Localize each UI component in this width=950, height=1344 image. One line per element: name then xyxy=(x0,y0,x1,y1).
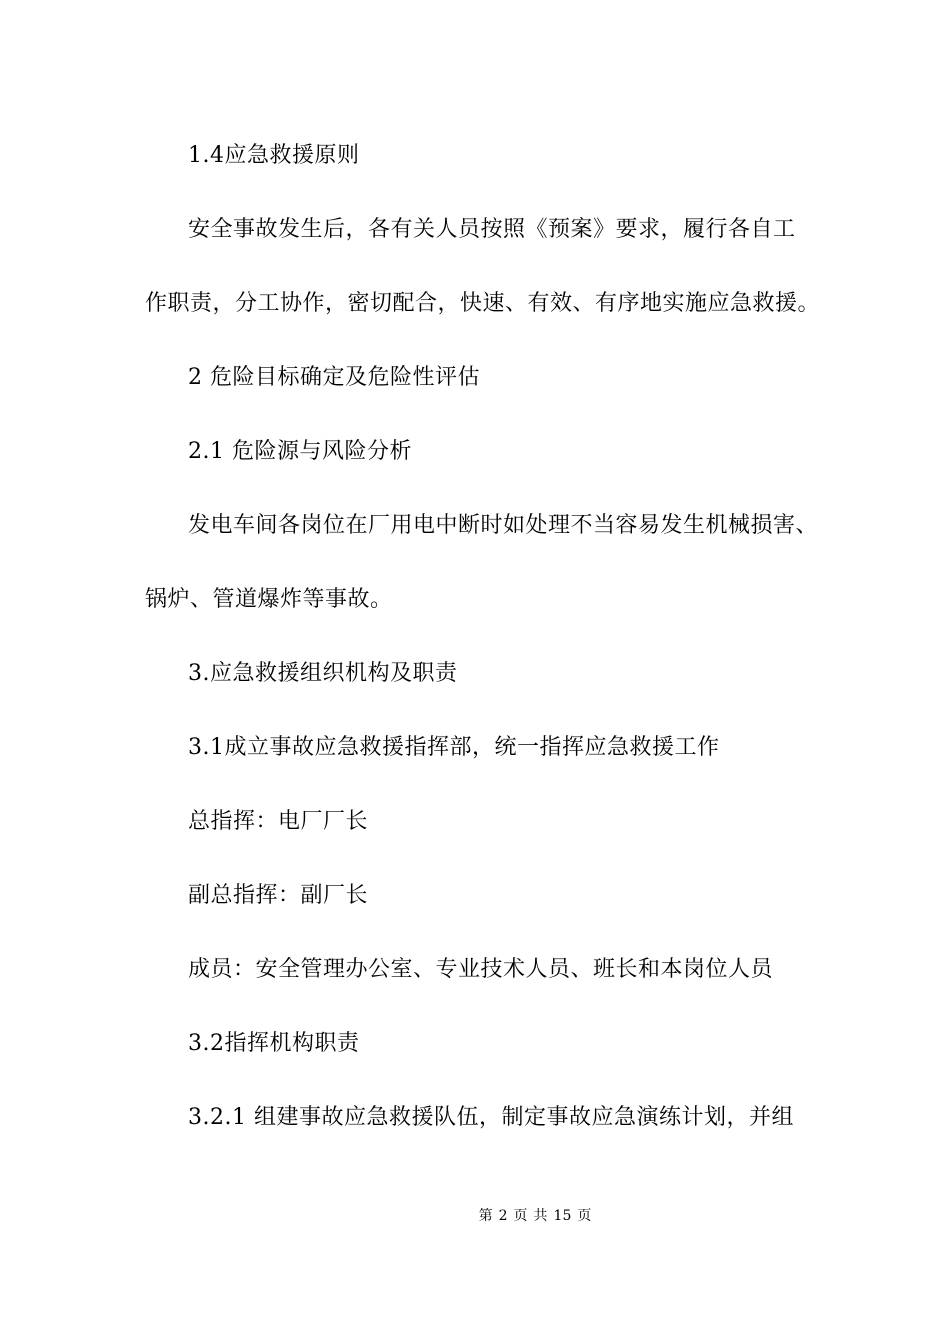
footer-total-pages: 15 xyxy=(553,1208,572,1224)
paragraph-line: 作职责，分工协作，密切配合，快速、有效、有序地实施应急救援。 xyxy=(145,291,821,316)
section-heading: 1.4应急救援原则 xyxy=(188,143,360,168)
page-footer xyxy=(0,1206,950,1226)
paragraph-line: 3.2.1 组建事故应急救援队伍，制定事故应急演练计划，并组 xyxy=(188,1105,794,1130)
paragraph-line: 锅炉、管道爆炸等事故。 xyxy=(145,587,393,612)
section-heading: 3.应急救援组织机构及职责 xyxy=(188,661,458,686)
section-heading: 2 危险目标确定及危险性评估 xyxy=(188,365,480,390)
section-heading: 2.1 危险源与风险分析 xyxy=(188,439,412,464)
footer-prefix: 第 xyxy=(478,1208,493,1224)
paragraph-line: 副总指挥：副厂长 xyxy=(188,883,369,908)
footer-page-word: 页 xyxy=(513,1208,528,1224)
paragraph-line: 成员：安全管理办公室、专业技术人员、班长和本岗位人员 xyxy=(188,957,774,982)
paragraph-line: 安全事故发生后，各有关人员按照《预案》要求，履行各自工 xyxy=(188,217,796,242)
section-heading: 3.2指挥机构职责 xyxy=(188,1031,360,1056)
section-heading: 3.1成立事故应急救援指挥部，统一指挥应急救援工作 xyxy=(188,735,720,760)
paragraph-line: 总指挥：电厂厂长 xyxy=(188,809,369,834)
footer-total-word: 共 xyxy=(533,1208,548,1224)
paragraph-line: 发电车间各岗位在厂用电中断时如处理不当容易发生机械损害、 xyxy=(188,513,819,538)
footer-current-page: 2 xyxy=(498,1208,508,1224)
footer-suffix: 页 xyxy=(577,1208,592,1224)
